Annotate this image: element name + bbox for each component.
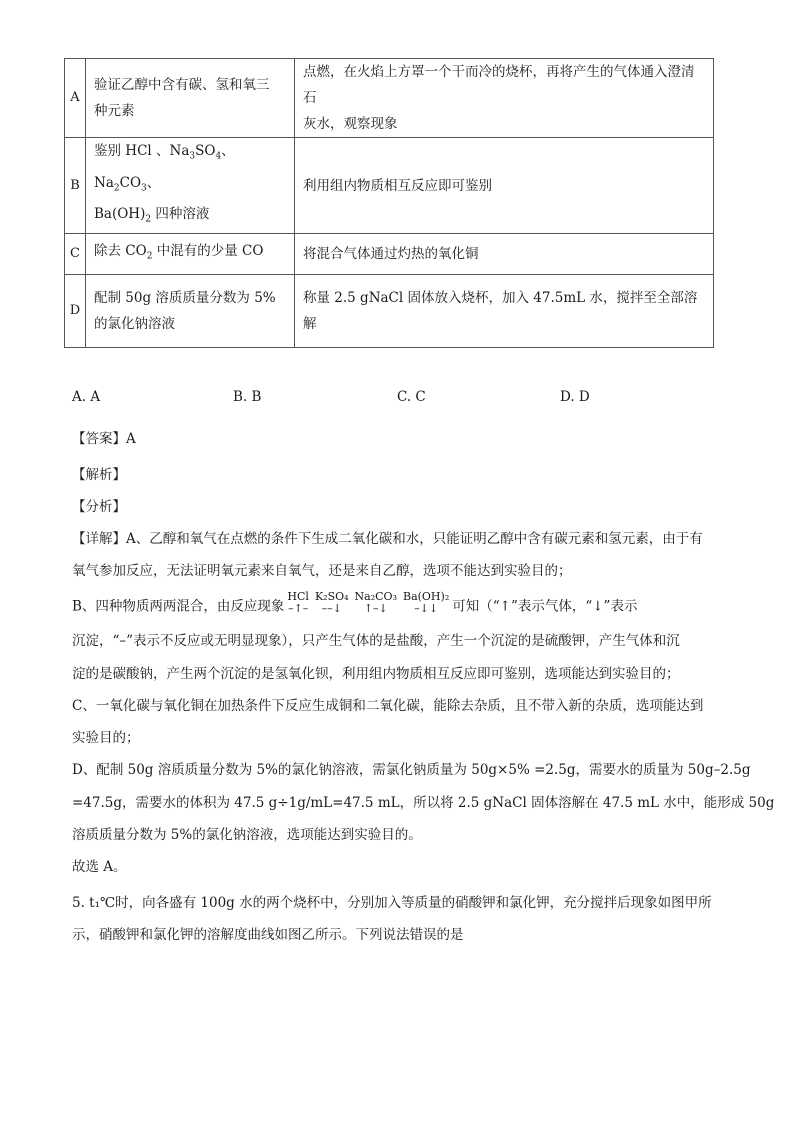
row-purpose: 验证乙醇中含有碳、氢和氧三 种元素 — [86, 59, 295, 138]
detail-line: 溶质质量分数为 5%的氯化钠溶液，选项能达到实验目的。 — [72, 827, 422, 843]
question-5-line: 示，硝酸钾和氯化钾的溶解度曲线如图乙所示。下列说法错误的是 — [72, 927, 464, 943]
table-row — [65, 234, 714, 275]
detail-line: =47.5g，需要水的体积为 47.5 g÷1g/mL=47.5 mL，所以将 2.5 gNaCl 固体溶解在 47.5 mL 水中，能形成 50g — [72, 795, 775, 811]
detail-line: 淀的是碳酸钠，产生两个沉淀的是氢氧化钡，利用组内物质相互反应即可鉴别，选项能达到实验目的； — [72, 666, 680, 682]
row-purpose: 配制 50g 溶质质量分数为 5% 的氯化钠溶液 — [86, 275, 295, 348]
detail-line: 沉淀，“–”表示不反应或无明显现象），只产生气体的是盐酸，产生一个沉淀的是硫酸钾，产生气体和沉 — [72, 633, 680, 649]
detail-line: 实验目的； — [72, 730, 140, 746]
row-letter: C — [65, 234, 86, 275]
row-letter: A — [65, 59, 86, 138]
table-row — [65, 59, 714, 138]
formula-hcl: HCl –↑– — [287, 590, 309, 615]
table-row — [65, 275, 714, 348]
row-letter: D — [65, 275, 86, 348]
detail-line: 故选 A。 — [72, 859, 127, 875]
formula-na2co3: Na₂CO₃ ↑–↓ — [354, 590, 397, 615]
row-method: 称量 2.5 gNaCl 固体放入烧杯，加入 47.5mL 水，搅拌至全部溶解 — [295, 275, 714, 348]
formula-baoh2: Ba(OH)₂ –↓↓ — [402, 590, 450, 615]
options-table — [64, 58, 714, 348]
row-method: 将混合气体通过灼热的氧化铜 — [295, 234, 714, 275]
detail-line: C、一氧化碳与氧化铜在加热条件下反应生成铜和二氧化碳，能除去杂质，且不带入新的杂质，选项能达到 — [72, 698, 704, 714]
question-5-line: 5. t₁℃时，向各盛有 100g 水的两个烧杯中，分别加入等质量的硝酸钾和氯化钾，充分搅拌后现象如图甲所 — [72, 895, 712, 911]
row-purpose: 除去 $CO_2$ 中混有的少量 CO — [86, 234, 295, 275]
row-purpose: 鉴别 HCl 、$Na_3SO_4$、$Na_2CO_3$、 $Ba(OH)_2$ 四种溶液 — [86, 138, 295, 234]
row-method: 利用组内物质相互反应即可鉴别 — [295, 138, 714, 234]
analysis-heading: 【解析】 — [72, 467, 126, 483]
choice-a[interactable]: A. A — [72, 389, 101, 405]
detail-line: D、配制 50g 溶质质量分数为 5%的氯化钠溶液，需氯化钠质量为 50g×5% =2.5g，需要水的质量为 50g–2.5g — [72, 762, 751, 778]
fenxi-heading: 【分析】 — [72, 499, 126, 515]
formula-k2so4: K₂SO₄ ––↓ — [314, 590, 349, 615]
row-method: 点燃，在火焰上方罩一个干而冷的烧杯，再将产生的气体通入澄清石 灰水，观察现象 — [295, 59, 714, 138]
row-letter: B — [65, 138, 86, 234]
answer-line: 【答案】A — [72, 431, 136, 447]
detail-line: 氧气参加反应，无法证明氧元素来自氧气，还是来自乙醇，选项不能达到实验目的； — [72, 563, 572, 579]
table-row — [65, 138, 714, 234]
detail-line: 【详解】A、乙醇和氧气在点燃的条件下生成二氧化碳和水，只能证明乙醇中含有碳元素和氢元素，由于有 — [72, 531, 703, 547]
choice-d[interactable]: D. D — [560, 389, 590, 405]
choice-b[interactable]: B. B — [233, 389, 262, 405]
detail-line-formula: B、四种物质两两混合，由反应现象 HCl –↑– K₂SO₄ ––↓ Na₂CO₃ ↑–↓ Ba(OH)₂ –↓↓ 可知（“↑”表示气体，“↓”表示 — [72, 590, 638, 615]
answer-choices — [72, 389, 732, 409]
choice-c[interactable]: C. C — [397, 389, 426, 405]
